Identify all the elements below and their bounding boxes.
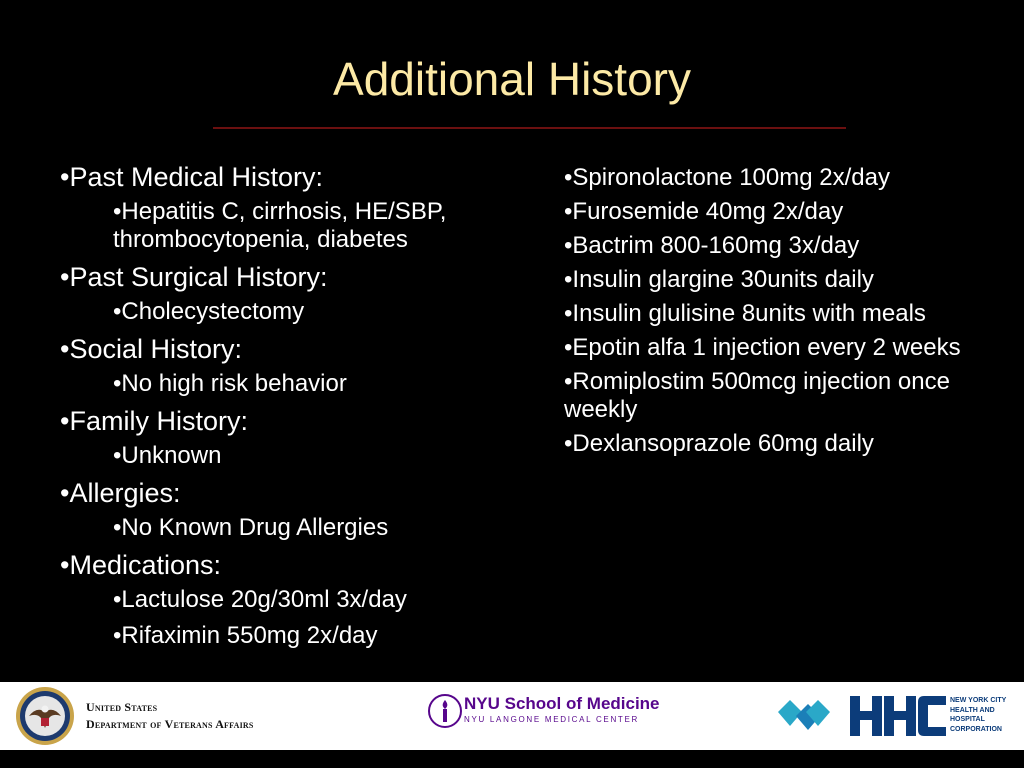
hhc-line: HEALTH AND — [950, 706, 995, 714]
medication-item: • Epotin alfa 1 injection every 2 weeks — [564, 334, 974, 362]
section-item: • No Known Drug Allergies — [60, 514, 530, 542]
nyu-sub-label: NYU LANGONE MEDICAL CENTER — [464, 715, 640, 724]
va-line-2: Department of Veterans Affairs — [86, 717, 254, 731]
title-divider — [213, 127, 846, 129]
medication-item: • Insulin glargine 30units daily — [564, 266, 974, 294]
section-item: • Lactulose 20g/30ml 3x/day — [60, 586, 530, 614]
history-list — [60, 162, 530, 650]
section-item: • Hepatitis C, cirrhosis, HE/SBP, thrombocytopenia, diabetes — [60, 198, 530, 254]
hhc-line: HOSPITAL — [950, 716, 985, 723]
medication-item: • Insulin glulisine 8units with meals — [564, 300, 974, 328]
history-section-social — [60, 334, 530, 398]
medication-item: • Romiplostim 500mcg injection once weekly — [564, 368, 974, 424]
nyu-main-label: NYU School of Medicine — [464, 694, 660, 713]
section-item: • Rifaximin 550mg 2x/day — [60, 622, 530, 650]
slide-title: Additional History — [333, 53, 691, 105]
section-label: • Family History: — [60, 406, 530, 436]
history-section-medications — [60, 550, 530, 650]
va-seal-icon — [15, 686, 75, 746]
hhc-wordmark — [950, 696, 1016, 734]
left-column — [60, 162, 530, 658]
va-line-1: United States — [86, 700, 158, 714]
section-label: • Allergies: — [60, 478, 530, 508]
va-wordmark — [86, 699, 254, 733]
nyu-wordmark — [464, 694, 660, 726]
medication-list — [564, 164, 974, 458]
medication-item: • Dexlansoprazole 60mg daily — [564, 430, 974, 458]
section-item: • No high risk behavior — [60, 370, 530, 398]
section-label: • Past Surgical History: — [60, 262, 530, 292]
hhc-logo-icon — [850, 696, 946, 736]
medication-item: • Spironolactone 100mg 2x/day — [564, 164, 974, 192]
right-column — [564, 164, 974, 464]
section-item: • Cholecystectomy — [60, 298, 530, 326]
hhc-line: NEW YORK CITY — [950, 697, 1007, 704]
hhc-hearts-icon — [774, 696, 832, 740]
section-item: • Unknown — [60, 442, 530, 470]
section-label: • Past Medical History: — [60, 162, 530, 192]
section-label: • Social History: — [60, 334, 530, 364]
hhc-line: CORPORATION — [950, 725, 1002, 733]
footer-bottom-band — [0, 750, 1024, 768]
medication-item: • Bactrim 800-160mg 3x/day — [564, 232, 974, 260]
history-section-past-surgical — [60, 262, 530, 326]
history-section-family — [60, 406, 530, 470]
medication-item: • Furosemide 40mg 2x/day — [564, 198, 974, 226]
logo-footer — [0, 682, 1024, 750]
history-section-allergies — [60, 478, 530, 542]
nyu-torch-icon — [428, 694, 462, 728]
history-section-past-medical — [60, 162, 530, 254]
section-label: • Medications: — [60, 550, 530, 580]
